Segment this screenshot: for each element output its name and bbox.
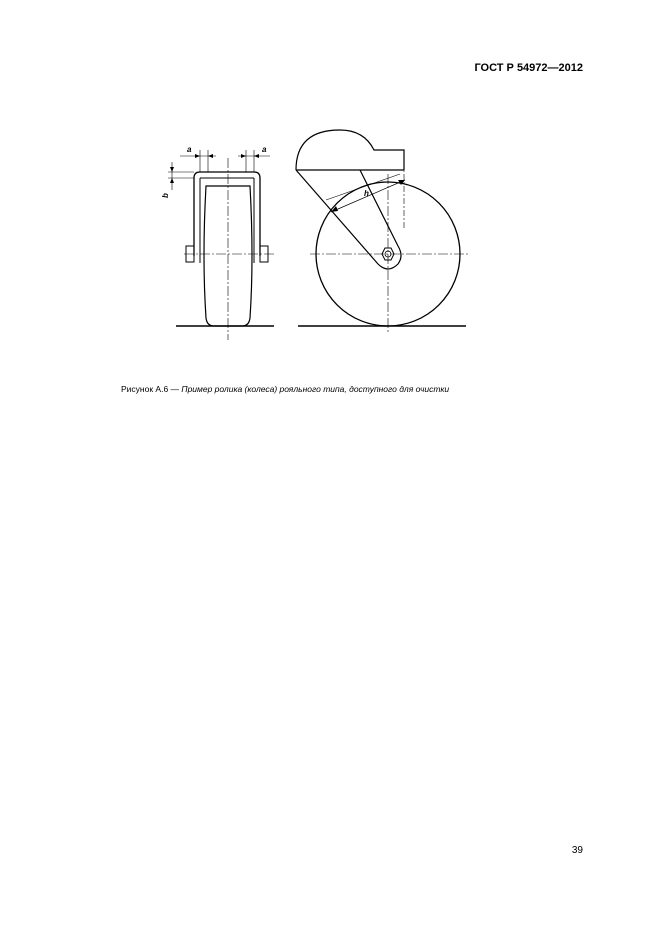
figure-caption (121, 384, 449, 394)
dimension-a-left-label: a (187, 145, 192, 154)
dimension-h-label: h (364, 189, 369, 198)
caption-prefix: Рисунок А.6 — (121, 384, 182, 394)
caster-wheel-drawing (150, 118, 480, 348)
front-view (168, 150, 274, 340)
standard-id-header: ГОСТ Р 54972—2012 (474, 62, 583, 74)
profile-view (296, 130, 468, 334)
dimension-b-label: b (161, 193, 170, 198)
caption-text: Пример ролика (колеса) рояльного типа, доступного для очистки (181, 384, 450, 394)
page-number: 39 (571, 845, 583, 856)
dimension-a-right-label: a (262, 145, 267, 154)
